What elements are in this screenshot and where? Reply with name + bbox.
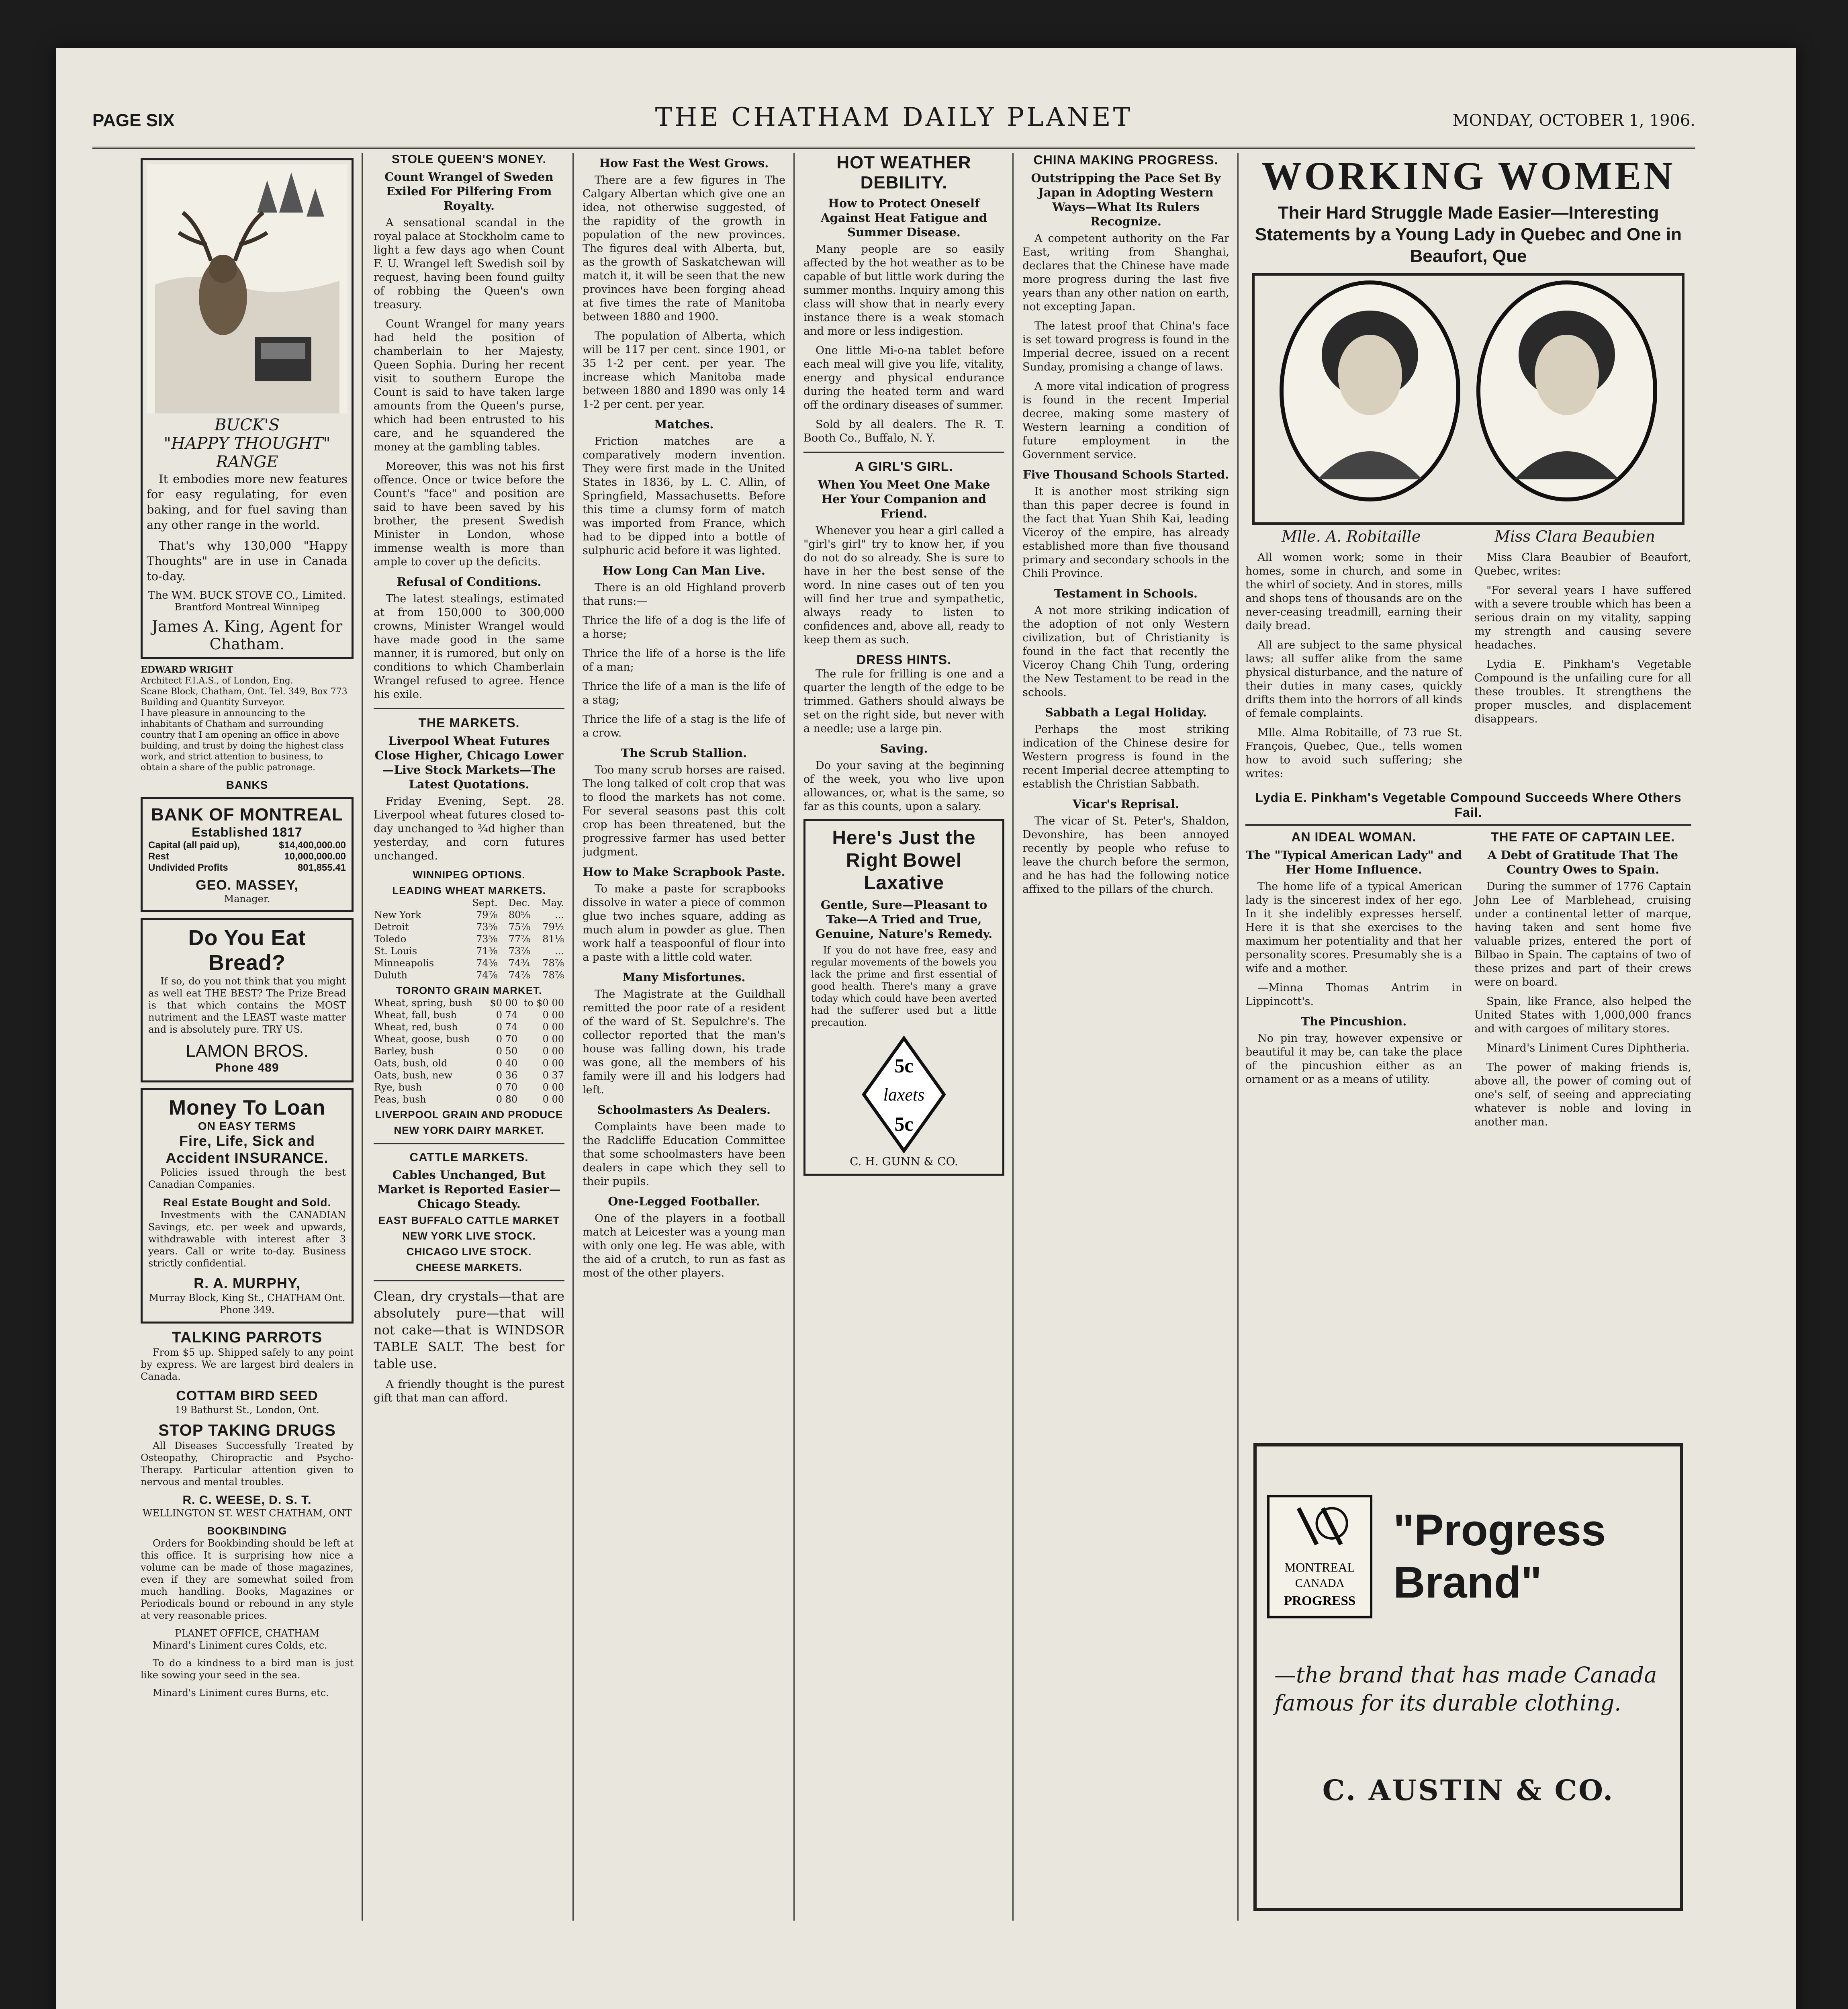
progress-ad-top — [1262, 1468, 1674, 1645]
salt-ad: Clean, dry crystals—that are absolutely pure—that will not cake—that is WINDSOR TABLE SALT. The best for table use. — [374, 1289, 564, 1371]
table-cell: Duluth — [374, 970, 407, 981]
elk-illustration — [147, 164, 348, 413]
sabbath-para: Perhaps the most striking indication of the Chinese desire for Western progress is found in the recent Imperial decree attempting to establish the Christian Sabbath. — [1022, 723, 1229, 790]
divider — [803, 452, 1004, 453]
verse-2: Thrice the life of a horse is the life of a man; — [583, 647, 785, 673]
loan-body-2: Investments with the CANADIAN Savings, etc. per week and upwards, withdrawable with interest after 3 years. Call or write to-day. Business strictly confidential. — [148, 1209, 346, 1269]
page-number: PAGE SIX — [92, 110, 175, 130]
portraits-illustration — [1245, 270, 1691, 528]
architect-ad — [141, 665, 354, 773]
portrait-captions — [1245, 528, 1691, 545]
cattle-subhead: Cables Unchanged, But Market is Reported Easier—Chicago Steady. — [377, 1168, 561, 1211]
scrub-para: Too many scrub horses are raised. The long talked of colt crop that was to flood the markets has not come. For several seasons past this colt crop has been threatened, but the progressive farmer has used better judgment. — [583, 764, 785, 858]
testament-para: A not more striking indication of the adoption of not only Western civilization, but of Christianity is found in the fact that recently the Viceroy Chang Chih Tung, ordering the New Testament to be read in the schools. — [1022, 604, 1229, 699]
working-women-right-column — [1474, 551, 1691, 786]
working-women-heading: WORKING WOMEN — [1261, 153, 1675, 198]
china-heading: CHINA MAKING PROGRESS. — [1033, 153, 1218, 167]
bank-established: Established 1817 — [192, 825, 303, 839]
table-row — [374, 1069, 564, 1081]
parrots-address: 19 Bathurst St., London, Ont. — [175, 1404, 319, 1416]
table-cell: Minneapolis — [374, 957, 434, 969]
cheese-heading: CHEESE MARKETS. — [416, 1261, 522, 1273]
table-row — [374, 957, 564, 969]
dateline: MONDAY, OCTOBER 1, 1906. — [1452, 111, 1695, 130]
bread-headline: Do You Eat Bread? — [188, 926, 306, 975]
table-cell: New York — [374, 909, 421, 921]
laxets-badge — [811, 1034, 997, 1155]
progress-firm: C. AUSTIN & CO. — [1322, 1774, 1615, 1807]
footballer-heading: One-Legged Footballer. — [608, 1195, 760, 1208]
laxets-body: If you do not have free, easy and regular movements of the bowels you lack the prime and first essential of good health. There's many a grave today which could have been averted had the sufferer used but a little precaution. — [811, 945, 997, 1028]
progress-logo-icon — [1262, 1468, 1377, 1645]
vicar-heading: Vicar's Reprisal. — [1072, 797, 1180, 811]
ny-live-stock-heading: NEW YORK LIVE STOCK. — [402, 1230, 536, 1242]
table-header-cell — [374, 897, 460, 909]
captain-para-2: Spain, like France, also helped the United States with 1,000,000 francs and with cargoes of military stores. — [1474, 995, 1691, 1035]
schoolmasters-para: Complaints have been made to the Radcliffe Education Committee that some schoolmasters have been dealers in cape which they sell to their pupils. — [583, 1121, 785, 1188]
captain-filler-1: Minard's Liniment Cures Diphtheria. — [1486, 1042, 1690, 1054]
captain-para: During the summer of 1776 Captain John Lee of Marblehead, cruising under a continental letter of marque, having taken and sent home five valuable prizes, entered the port of Bilbao in Spain. The captains of two of these prizes and part of their crews were on board. — [1474, 880, 1691, 988]
stove-product: "HAPPY THOUGHT" RANGE — [164, 434, 331, 471]
china-para-2: The latest proof that China's face is set toward progress is found in the Imperial decree, issued on a recent Sunday, promising a change of laws. — [1022, 320, 1229, 373]
verse-4: Thrice the life of a stag is the life of a crow. — [583, 713, 785, 739]
west-grows-para-2: The population of Alberta, which will be 117 per cent. since 1901, or 35 1-2 per cent. per year. The increase which Manitoba made between 1880 and 1890 was only 14 1-2 per cent. per year. — [583, 330, 785, 411]
table-row — [374, 969, 564, 981]
stove-ad — [141, 158, 354, 659]
loan-real-estate: Real Estate Bought and Sold. — [163, 1196, 331, 1209]
table-cell: 0 00 — [542, 1009, 564, 1021]
verse-1: Thrice the life of a dog is the life of a horse; — [583, 614, 785, 640]
table-cell: Oats, bush, new — [374, 1070, 453, 1081]
drugs-body: All Diseases Successfully Treated by Osteopathy, Chiropractic and Psycho-Therapy. Particular attention given to nervous and mental troubles. — [141, 1440, 354, 1487]
chicago-live-stock-heading: CHICAGO LIVE STOCK. — [406, 1246, 532, 1258]
table-row — [374, 1093, 564, 1105]
drugs-headline: STOP TAKING DRUGS — [158, 1422, 336, 1439]
testament-heading: Testament in Schools. — [1054, 587, 1198, 600]
architect-line: Building and Quantity Surveyor. — [141, 698, 285, 708]
laxets-diamond-icon — [860, 1034, 948, 1155]
table-cell: 0 36 — [496, 1070, 518, 1081]
bank-figure-value: 801,855.41 — [297, 862, 346, 873]
table-cell: Wheat, goose, bush — [374, 1033, 470, 1045]
table-header-row — [374, 897, 564, 909]
divider — [374, 1280, 564, 1281]
debility-para-3: Sold by all dealers. The R. T. Booth Co., Buffalo, N. Y. — [803, 418, 1004, 444]
table-row — [374, 1033, 564, 1045]
table-cell: Detroit — [374, 921, 409, 933]
bank-of-montreal-ad — [141, 797, 354, 912]
captain-lee-story — [1474, 830, 1691, 1135]
bank-figure-value: $14,400,000.00 — [279, 840, 346, 851]
progress-brand-name: "Progress Brand" — [1393, 1506, 1606, 1607]
table-row — [374, 1045, 564, 1057]
bread-ad — [141, 918, 354, 1082]
table-cell: 81⅛ — [542, 933, 564, 945]
china-para-1: A competent authority on the Far East, writing from Shanghai, declares that the Chinese have made more progress during the last five years than any other nation on earth, not excepting Japan. — [1022, 232, 1229, 313]
table-header-cell: Sept. — [472, 897, 498, 908]
bread-body: If so, do you not think that you might as well eat THE BEST? The Prize Bread is that which contains the MOST nutriment and the LEAST waste matter and is absolutely pure. TRY US. — [148, 976, 346, 1035]
table-cell: 0 40 — [496, 1058, 518, 1069]
divider — [1245, 824, 1691, 826]
divider — [374, 1143, 564, 1144]
scrapbook-para: To make a paste for scrapbooks dissolve in water a piece of common glue two inches square, adding as much alum in powder as glue. Then work half a teaspoonful of flour into a paste with a little cold water. — [583, 883, 785, 964]
debility-subhead: How to Protect Oneself Against Heat Fatigue and Summer Disease. — [821, 196, 987, 239]
progress-logo-bottom: PROGRESS — [1284, 1593, 1356, 1608]
table-row — [374, 1057, 564, 1069]
table-cell: 0 37 — [542, 1070, 564, 1081]
bank-figure-label: Undivided Profits — [148, 862, 228, 873]
ideal-sign: —Minna Thomas Antrim in Lippincott's. — [1245, 982, 1462, 1008]
table-cell: 0 00 — [542, 1082, 564, 1093]
laxets-heading: Here's Just the Right Bowel Laxative — [832, 827, 976, 894]
progress-logo-mid: CANADA — [1295, 1577, 1345, 1590]
ideal-woman-story — [1245, 830, 1462, 1135]
table-cell: Wheat, spring, bush — [374, 997, 473, 1009]
table-cell: 74⅞ — [476, 970, 498, 981]
stove-body-1: It embodies more new features for easy regulating, for even baking, and for fuel saving than any other range in the world. — [147, 472, 348, 532]
table-cell: 78⅞ — [542, 957, 564, 969]
bank-figure-value: 10,000,000.00 — [284, 851, 346, 862]
east-buffalo-heading: EAST BUFFALO CATTLE MARKET — [378, 1214, 560, 1226]
bookbinding-sign: PLANET OFFICE, CHATHAM — [175, 1628, 319, 1639]
laxets-sign: C. H. GUNN & CO. — [850, 1155, 958, 1168]
table-row — [374, 945, 564, 957]
stove-cities: Brantford Montreal Winnipeg — [174, 601, 320, 613]
bank-figure-row — [148, 851, 346, 862]
column-3 — [583, 153, 785, 1921]
table-cell: to $0 00 — [523, 997, 564, 1009]
table-cell: ... — [555, 945, 564, 957]
table-cell: St. Louis — [374, 945, 417, 957]
man-live-heading: How Long Can Man Live. — [603, 564, 765, 577]
story-stole-para-2: Count Wrangel for many years had held the position of chamberlain to her Majesty, Queen Sophia. During her recent visit to southern Europe the Count is said to have taken large amounts from the Queen's purse, which had been entrusted to his care, and he squandered the money at the gambling tables. — [374, 318, 564, 453]
dairy-heading: NEW YORK DAIRY MARKET. — [394, 1124, 544, 1136]
bank-manager: GEO. MASSEY, — [196, 878, 298, 893]
pincushion-para: No pin tray, however expensive or beautiful it may be, can take the place of the pincushion either as an ornament or as a means of utility. — [1245, 1032, 1462, 1086]
loan-headline: Money To Loan — [168, 1096, 326, 1119]
filler-3: Minard's Liniment cures Burns, etc. — [153, 1687, 329, 1698]
ideal-subhead: The "Typical American Lady" and Her Home Influence. — [1246, 848, 1462, 876]
girl-heading: A GIRL'S GIRL. — [854, 459, 953, 474]
table-cell: 79½ — [542, 921, 564, 933]
architect-title: Architect F.I.A.S., of London, Eng. — [141, 676, 293, 686]
drugs-address: WELLINGTON ST. WEST CHATHAM, ONT — [142, 1508, 352, 1519]
loan-insurance: Fire, Life, Sick and Accident INSURANCE. — [166, 1133, 329, 1166]
table-cell: ... — [555, 909, 564, 921]
column-rule — [362, 153, 363, 1921]
scrub-heading: The Scrub Stallion. — [621, 746, 747, 760]
cattle-heading: CATTLE MARKETS. — [409, 1151, 529, 1164]
china-para-3: A more vital indication of progress is found in the recent Imperial decree, making some mastery of Western learning a condition of future employment in the Government service. — [1022, 380, 1229, 461]
table-cell: 71⅜ — [476, 945, 498, 957]
working-women-subhead: Their Hard Struggle Made Easier—Interesting Statements by a Young Lady in Quebec and One in Beaufort, Que — [1255, 203, 1682, 266]
verse-3: Thrice the life of a man is the life of a stag; — [583, 680, 785, 706]
loan-body-1: Policies issued through the best Canadian Companies. — [148, 1167, 346, 1190]
story-stole-para-1: A sensational scandal in the royal palace at Stockholm came to light a few days ago when Count F. U. Wrangel left Swedish soil by request, having been found guilty of robbing the Queen's own treasury. — [374, 217, 564, 311]
table-row — [374, 921, 564, 933]
portrait-right-caption: Miss Clara Beaubien — [1494, 528, 1655, 545]
table-cell: Peas, bush — [374, 1094, 426, 1105]
filler-1: Minard's Liniment cures Colds, etc. — [153, 1640, 327, 1651]
column-1 — [141, 153, 354, 1921]
progress-logo-top: MONTREAL — [1284, 1560, 1355, 1575]
laxets-ad — [803, 819, 1004, 1176]
stove-brand: BUCK'S — [215, 416, 280, 434]
column-rule — [1237, 153, 1239, 1921]
west-grows-heading: How Fast the West Grows. — [599, 156, 769, 170]
progress-brand-ad — [1253, 1443, 1683, 1911]
divider — [374, 708, 564, 709]
table-cell: 73⅝ — [476, 933, 498, 945]
matches-para: Friction matches are a comparatively modern invention. They were first made in the United States in 1836, by L. C. Allin, of Springfield, Massachusetts. Before this time a clumsy form of match was imported from France, which had to be dipped into a bottle of sulphuric acid before it was lighted. — [583, 435, 785, 557]
winnipeg-heading: WINNIPEG OPTIONS. — [413, 869, 525, 881]
bank-figures — [148, 840, 346, 874]
table-row — [374, 1081, 564, 1093]
table-cell: 0 74 — [496, 1021, 518, 1033]
table-cell: 78⅞ — [542, 970, 564, 981]
pincushion-heading: The Pincushion. — [1301, 1015, 1407, 1028]
bank-figure-row — [148, 862, 346, 874]
saving-para: Do your saving at the beginning of the week, you who live upon allowances, or, what is the same, so far as this counts, upon a salary. — [803, 759, 1004, 813]
table-cell: Rye, bush — [374, 1082, 422, 1093]
table-cell: 0 74 — [496, 1009, 518, 1021]
markets-intro: Friday Evening, Sept. 28. Liverpool wheat futures closed to-day unchanged to ¾d higher than yesterday, and corn futures unchanged. — [374, 795, 564, 862]
lower-stories — [1245, 830, 1691, 1135]
story-stole-subhead-2: Refusal of Conditions. — [397, 575, 542, 589]
table-header-cell: Dec. — [508, 897, 530, 908]
table-cell: 74¾ — [508, 957, 530, 969]
loan-agent: R. A. MURPHY, — [194, 1275, 301, 1291]
table-cell: 74⅜ — [476, 957, 498, 969]
table-cell: 0 00 — [542, 1058, 564, 1069]
loan-address: Murray Block, King St., CHATHAM Ont. Phone 349. — [149, 1292, 345, 1315]
toronto-grain-heading: TORONTO GRAIN MARKET. — [396, 984, 542, 996]
markets-heading: THE MARKETS. — [418, 716, 520, 730]
architect-name: EDWARD WRIGHT — [141, 665, 233, 675]
drugs-doctor: R. C. WEESE, D. S. T. — [182, 1493, 312, 1507]
laxets-badge-bottom: 5c — [894, 1113, 914, 1135]
bank-figure-row — [148, 840, 346, 851]
banks-heading: BANKS — [226, 779, 268, 791]
ww-left-2: All are subject to the same physical laws; all suffer alike from the same physical disturbance, and the nature of their duties in many cases, quickly drifts them into the horrors of all kinds of female complaints. — [1245, 639, 1462, 720]
ideal-heading: AN IDEAL WOMAN. — [1291, 830, 1417, 844]
bookbinding-heading: BOOKBINDING — [207, 1525, 287, 1537]
table-cell: 0 70 — [496, 1033, 518, 1045]
liverpool-heading: LIVERPOOL GRAIN AND PRODUCE — [375, 1109, 563, 1121]
stove-body-2: That's why 130,000 "Happy Thoughts" are in use in Canada to-day. — [147, 539, 348, 583]
parrots-headline: TALKING PARROTS — [172, 1329, 323, 1346]
bank-figure-label: Rest — [148, 851, 170, 862]
filler-2: To do a kindness to a bird man is just like sowing your seed in the sea. — [141, 1657, 354, 1681]
debility-heading: HOT WEATHER DEBILITY. — [836, 153, 971, 192]
table-cell: Wheat, fall, bush — [374, 1009, 457, 1021]
table-cell: 73⅞ — [508, 945, 530, 957]
dress-heading: DRESS HINTS. — [856, 653, 952, 667]
architect-body: I have pleasure in announcing to the inhabitants of Chatham and surrounding country that I am opening an office in above building, and trust by doing the highest class work, and strict attention to business, to obtain a share of the public patronage. — [141, 708, 344, 773]
markets-subhead: Liverpool Wheat Futures Close Higher, Chicago Lower—Live Stock Markets—The Latest Quotations. — [374, 734, 564, 791]
column-rule — [793, 153, 795, 1921]
table-cell: 75⅞ — [508, 921, 530, 933]
girl-para: Whenever you hear a girl called a "girl's girl" try to know her, if you do not do so already. She is sure to have in her the best sense of the word. In nine cases out of ten you will find her true and sympathetic, always ready to listen to confidences and, above all, ready to keep them as such. — [803, 524, 1004, 646]
vicar-para: The vicar of St. Peter's, Shaldon, Devonshire, has been annoyed recently by people who refuse to leave the church before the sermon, and he has had the following notice affixed to the pillars of the church. — [1022, 815, 1229, 896]
table-cell: Toledo — [374, 933, 407, 945]
china-subhead: Outstripping the Pace Set By Japan in Adopting Western Ways—What Its Rulers Recognize. — [1031, 171, 1221, 228]
friendly-filler: A friendly thought is the purest gift that man can afford. — [374, 1378, 564, 1404]
table-cell: Wheat, red, bush — [374, 1021, 458, 1033]
dress-para: The rule for frilling is one and a quarter the length of the edge to be trimmed. Gathers should always be set on the right side, but never with a needle; use a large pin. — [803, 668, 1004, 735]
parrots-body: From $5 up. Shipped safely to any point by express. We are largest bird dealers in Canada. — [141, 1347, 354, 1382]
sabbath-heading: Sabbath a Legal Holiday. — [1045, 706, 1207, 719]
table-row — [374, 997, 564, 1009]
bread-firm: LAMON BROS. — [186, 1041, 309, 1061]
laxets-badge-name: laxets — [883, 1085, 925, 1105]
saving-heading: Saving. — [880, 742, 928, 755]
ww-left-1: All women work; some in their homes, some in church, and some in the whirl of society. And in stores, mills and shops tens of thousands are on the never-ceasing treadmill, earning their daily bread. — [1245, 551, 1463, 632]
captain-filler-2: The power of making friends is, above all, the power of coming out of one's self, of seeing and appreciating whatever is noble and loving in another man. — [1474, 1061, 1691, 1128]
table-cell: 0 00 — [542, 1033, 564, 1045]
ww-right-2: "For several years I have suffered with a severe trouble which has been a serious drain on my vitality, sapping my strength and causing severe headaches. — [1474, 584, 1691, 651]
table-cell: 0 00 — [542, 1094, 564, 1105]
table-cell: 0 70 — [496, 1082, 518, 1093]
table-cell: 79⅞ — [476, 909, 498, 921]
column-rule — [1012, 153, 1014, 1921]
ideal-para: The home life of a typical American lady is the sincerest index of her ego. In it she indelibly expresses herself. Here it is that she exercises to the maximum her potentiality and that her personality scores. Presumably she is a wife and a mother. — [1245, 880, 1462, 975]
story-stole-subhead: Count Wrangel of Sweden Exiled For Pilfering From Royalty. — [384, 170, 554, 213]
schools-para: It is another most striking sign than this paper decree is found in the fact that Yuan Shih Kai, leading Viceroy of the empire, has already established more than five thousand primary and secondary schools in the Chili Province. — [1022, 485, 1229, 580]
stove-company: The WM. BUCK STOVE CO., Limited. — [148, 589, 346, 601]
scrapbook-heading: How to Make Scrapbook Paste. — [583, 865, 785, 879]
west-grows-para-1: There are a few figures in The Calgary Albertan which give one an idea, not otherwise suggested, of the rapidity of the growth in population of the new provinces. The figures deal with Alberta, but, as the growth of Saskatchewan will match it, it will be seen that the new provinces have been forging ahead at five times the rate of Manitoba between 1880 and 1900. — [583, 174, 785, 323]
stove-agent: James A. King, Agent for Chatham. — [151, 618, 343, 653]
story-stole-para-3: Moreover, this was not his first offence. Once or twice before the Count's "face" and position are said to have been saved by his brother, the present Swedish Minister in London, whose immense wealth is more than ample to cover up the deficits. — [374, 460, 564, 568]
schoolmasters-heading: Schoolmasters As Dealers. — [597, 1103, 771, 1117]
column-4 — [803, 153, 1004, 1921]
table-header-cell: May. — [541, 897, 564, 908]
debility-para-1: Many people are so easily affected by the hot weather as to be capable of but little work during the summer months. Inquiry among this class will show that in nearly every instance there is a weak stomach and more or less indigestion. — [803, 243, 1004, 338]
captain-subhead: A Debt of Gratitude That The Country Owes to Spain. — [1487, 848, 1678, 876]
column-2 — [374, 153, 564, 1921]
column-rule — [572, 153, 574, 1921]
laxets-badge-top: 5c — [894, 1054, 914, 1077]
working-women-left-column — [1245, 551, 1462, 786]
progress-tagline: —the brand that has made Canada famous for its durable clothing. — [1274, 1662, 1657, 1716]
architect-address: Scane Block, Chatham, Ont. Tel. 349, Box 773 — [141, 687, 348, 697]
table-cell: 0 80 — [496, 1094, 518, 1105]
matches-heading: Matches. — [654, 417, 714, 431]
paper-title: THE CHATHAM DAILY PLANET — [655, 102, 1133, 132]
table-cell: 73⅝ — [476, 921, 498, 933]
column-5 — [1022, 153, 1229, 1921]
story-stole-para-4: The latest stealings, estimated at from 150,000 to 300,000 crowns, Minister Wrangel would have made good in the same manner, it is rumored, but only on conditions to which Chamberlain Wrangel refused to agree. Hence his exile. — [374, 593, 564, 701]
grain-table — [374, 997, 564, 1105]
loan-ad — [141, 1088, 354, 1324]
column-6 — [1245, 153, 1691, 1921]
wheat-table — [374, 897, 564, 981]
bank-figure-label: Capital (all paid up), — [148, 840, 240, 851]
table-row — [374, 933, 564, 945]
table-row — [374, 1009, 564, 1021]
table-cell: $0 00 — [490, 997, 518, 1009]
masthead — [92, 102, 1695, 149]
pinkham-tagline: Lydia E. Pinkham's Vegetable Compound Succeeds Where Others Fail. — [1255, 790, 1682, 820]
bookbinding-body: Orders for Bookbinding should be left at this office. It is surprising how nice a volume can be made of those magazines, even if they are somewhat soiled from much handling. Books, Magazines or Periodicals bound or rebound in any style at very reasonable prices. — [141, 1538, 354, 1621]
man-live-para: There is an old Highland proverb that runs:— — [583, 581, 785, 608]
girl-subhead: When You Meet One Make Her Your Companion and Friend. — [818, 478, 990, 520]
table-cell: 74⅞ — [508, 970, 530, 981]
parrots-firm: COTTAM BIRD SEED — [176, 1388, 318, 1403]
table-cell: Oats, bush, old — [374, 1058, 448, 1069]
table-row — [374, 1021, 564, 1033]
bank-manager-title: Manager. — [224, 893, 270, 904]
bank-name: BANK OF MONTREAL — [151, 805, 343, 824]
table-row — [374, 909, 564, 921]
table-cell: 80⅝ — [508, 909, 530, 921]
laxets-subhead: Gentle, Sure—Pleasant to Take—A Tried and True, Genuine, Nature's Remedy. — [815, 898, 993, 941]
ww-right-3: Lydia E. Pinkham's Vegetable Compound is the unfailing cure for all these troubles. It strengthens the proper muscles, and displacement disappears. — [1474, 658, 1691, 725]
table-cell: 0 00 — [542, 1021, 564, 1033]
debility-para-2: One little Mi-o-na tablet before each meal will give you life, vitality, energy and physical endurance during the heated term and ward off the ordinary diseases of summer. — [803, 344, 1004, 411]
portrait-left-caption: Mlle. A. Robitaille — [1282, 528, 1421, 545]
misfortunes-para: The Magistrate at the Guildhall remitted the poor rate of a resident of the ward of St. Sepulchre's. The collector reported that the man's house was falling down, his trade was gone, all the members of his family were ill and his lodgers had left. — [583, 988, 785, 1096]
table-cell: Barley, bush — [374, 1045, 434, 1057]
story-stole-heading: STOLE QUEEN'S MONEY. — [392, 153, 546, 166]
bread-phone: Phone 489 — [215, 1061, 279, 1074]
schools-heading: Five Thousand Schools Started. — [1022, 468, 1229, 481]
ww-right-1: Miss Clara Beaubier of Beaufort, Quebec, writes: — [1474, 551, 1691, 577]
captain-heading: THE FATE OF CAPTAIN LEE. — [1490, 830, 1675, 844]
table-cell: 77⅞ — [508, 933, 530, 945]
leading-wheat-heading: LEADING WHEAT MARKETS. — [392, 884, 546, 896]
footballer-para: One of the players in a football match at Leicester was a young man with only one leg. He was able, with the aid of a crutch, to run as fast as most of the other players. — [583, 1212, 785, 1279]
working-women-body — [1245, 551, 1691, 786]
ww-left-3: Mlle. Alma Robitaille, of 73 rue St. François, Quebec, Que., tells women how to avoid such suffering; she writes: — [1245, 726, 1462, 780]
misfortunes-heading: Many Misfortunes. — [622, 970, 746, 984]
table-cell: 0 00 — [542, 1045, 564, 1057]
loan-terms: ON EASY TERMS — [198, 1120, 296, 1132]
table-cell: 0 50 — [496, 1045, 518, 1057]
